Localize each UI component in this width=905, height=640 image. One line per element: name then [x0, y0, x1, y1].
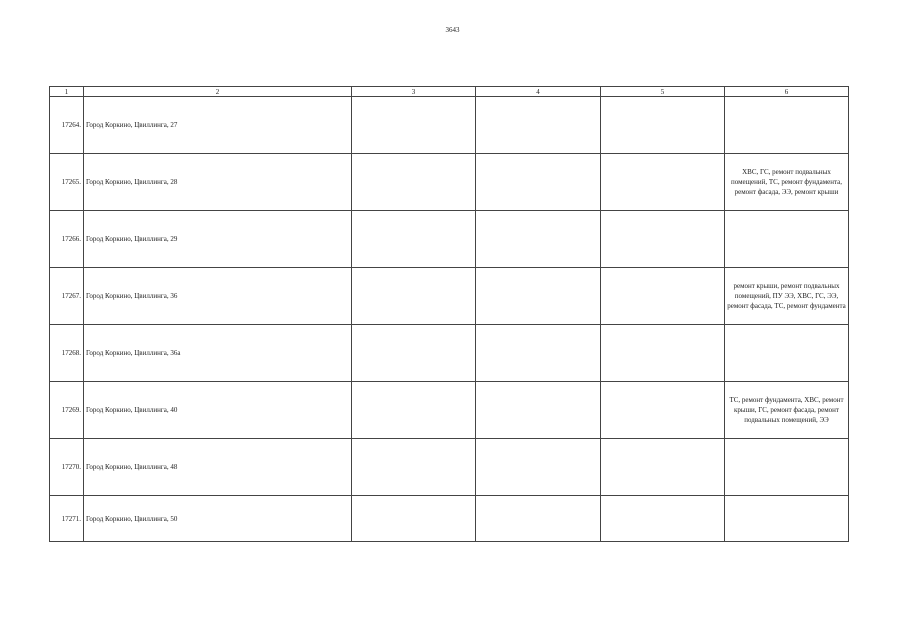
table-row [50, 382, 849, 439]
row-number: 17266. [50, 211, 84, 268]
row-cell-3 [352, 325, 476, 382]
column-header-1: 1 [50, 87, 84, 97]
row-number: 17270. [50, 439, 84, 496]
column-header-6: 6 [725, 87, 849, 97]
row-works [725, 439, 849, 496]
column-header-2: 2 [84, 87, 352, 97]
row-cell-5 [601, 154, 725, 211]
row-cell-3 [352, 382, 476, 439]
row-cell-5 [601, 382, 725, 439]
row-works: ремонт крыши, ремонт подвальных помещений, ПУ ЭЭ, ХВС, ГС, ЭЭ, ремонт фасада, ТС, ремонт фундамента [725, 268, 849, 325]
row-works: ХВС, ГС, ремонт подвальных помещений, ТС, ремонт фундамента, ремонт фасада, ЭЭ, ремонт крыши [725, 154, 849, 211]
row-number: 17264. [50, 97, 84, 154]
row-number: 17269. [50, 382, 84, 439]
row-cell-5 [601, 439, 725, 496]
row-number: 17267. [50, 268, 84, 325]
row-works [725, 97, 849, 154]
row-cell-4 [476, 154, 601, 211]
row-cell-4 [476, 325, 601, 382]
row-cell-5 [601, 325, 725, 382]
row-cell-4 [476, 439, 601, 496]
row-address: Город Коркино, Цвиллинга, 40 [84, 382, 352, 439]
row-cell-3 [352, 439, 476, 496]
row-cell-3 [352, 154, 476, 211]
row-address: Город Коркино, Цвиллинга, 29 [84, 211, 352, 268]
row-cell-3 [352, 211, 476, 268]
table-row [50, 496, 849, 542]
table-row [50, 97, 849, 154]
row-cell-3 [352, 97, 476, 154]
row-cell-5 [601, 496, 725, 542]
row-number: 17271. [50, 496, 84, 542]
row-address: Город Коркино, Цвиллинга, 27 [84, 97, 352, 154]
table-row [50, 325, 849, 382]
column-header-5: 5 [601, 87, 725, 97]
header-row [50, 87, 849, 97]
row-cell-4 [476, 496, 601, 542]
row-address: Город Коркино, Цвиллинга, 36 [84, 268, 352, 325]
row-address: Город Коркино, Цвиллинга, 36а [84, 325, 352, 382]
row-works [725, 496, 849, 542]
column-header-4: 4 [476, 87, 601, 97]
row-cell-5 [601, 97, 725, 154]
row-address: Город Коркино, Цвиллинга, 48 [84, 439, 352, 496]
table-row [50, 439, 849, 496]
row-address: Город Коркино, Цвиллинга, 28 [84, 154, 352, 211]
row-address: Город Коркино, Цвиллинга, 50 [84, 496, 352, 542]
table-row [50, 154, 849, 211]
row-cell-5 [601, 268, 725, 325]
page-number: 3643 [445, 26, 460, 34]
row-works: ТС, ремонт фундамента, ХВС, ремонт крыши, ГС, ремонт фасада, ремонт подвальных помещений, ЭЭ [725, 382, 849, 439]
row-cell-4 [476, 97, 601, 154]
row-cell-4 [476, 268, 601, 325]
register-table [49, 86, 849, 542]
row-works [725, 325, 849, 382]
row-cell-3 [352, 268, 476, 325]
table-row [50, 268, 849, 325]
row-works [725, 211, 849, 268]
row-number: 17265. [50, 154, 84, 211]
row-cell-3 [352, 496, 476, 542]
column-header-3: 3 [352, 87, 476, 97]
row-cell-5 [601, 211, 725, 268]
row-cell-4 [476, 382, 601, 439]
row-cell-4 [476, 211, 601, 268]
table-row [50, 211, 849, 268]
row-number: 17268. [50, 325, 84, 382]
